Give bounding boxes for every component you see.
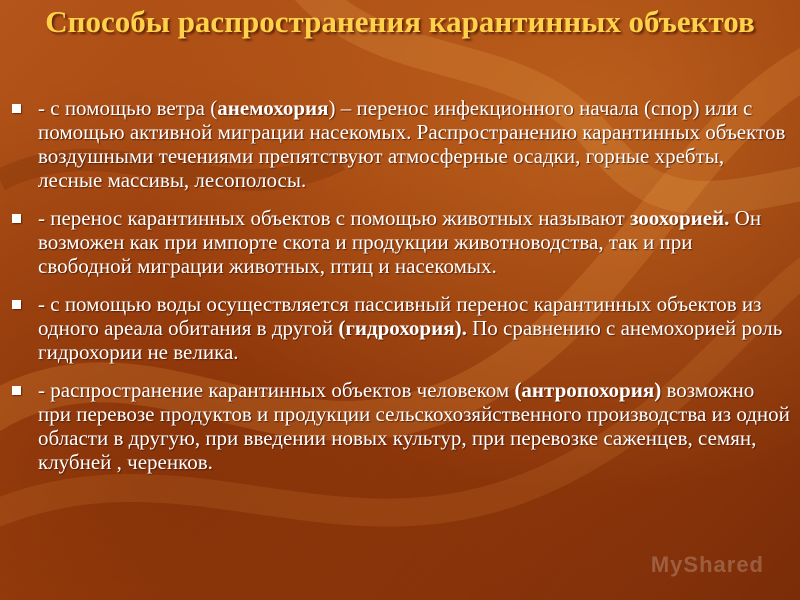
- bullet-text-pre: - перенос карантинных объектов с помощью животных называют: [38, 206, 630, 230]
- bullet-text-pre: - с помощью ветра (: [38, 96, 218, 120]
- bullet-text-post: Он возможен как при импорте скота и продукции животноводства, так и при свободной миграции животных, птиц и насекомых.: [38, 206, 762, 278]
- watermark-logo: MyShared: [650, 552, 764, 577]
- bullet-text-pre: - с помощью воды осуществляется пассивный перенос карантинных объектов из одного ареала обитания в другой: [38, 292, 762, 340]
- square-bullet-icon: [12, 104, 21, 113]
- bullet-text-post: По сравнению с анемохорией роль гидрохории не велика.: [38, 316, 783, 364]
- bullet-item-human: [12, 378, 790, 474]
- bullet-item-water: [12, 292, 790, 364]
- bullet-item-wind: [12, 96, 790, 192]
- bullet-term: (антропохория): [514, 378, 662, 402]
- square-bullet-icon: [12, 300, 21, 309]
- bullet-text-post: ) – перенос инфекционного начала (спор) или с помощью активной миграции насекомых. Распространению карантинных объектов воздушными течениями препятствуют атмосферные осадки, горные хребты, лесные массивы, лесополосы.: [38, 96, 786, 192]
- square-bullet-icon: [12, 214, 21, 223]
- bullet-term: зоохорией.: [629, 206, 730, 230]
- slide-title: Способы распространения карантинных объектов: [45, 4, 755, 39]
- bullet-item-animals: [12, 206, 790, 278]
- square-bullet-icon: [12, 386, 21, 395]
- bullet-text-post: возможно при перевозе продуктов и продукции сельскохозяйственного производства из одной области в другую, при введении новых культур, при перевозке саженцев, семян, клубней , черенков.: [38, 378, 790, 474]
- bullet-list: [12, 96, 790, 488]
- bullet-term: (гидрохория).: [338, 316, 467, 340]
- bullet-term: анемохория: [217, 96, 329, 120]
- bullet-text-pre: - распространение карантинных объектов человеком: [38, 378, 515, 402]
